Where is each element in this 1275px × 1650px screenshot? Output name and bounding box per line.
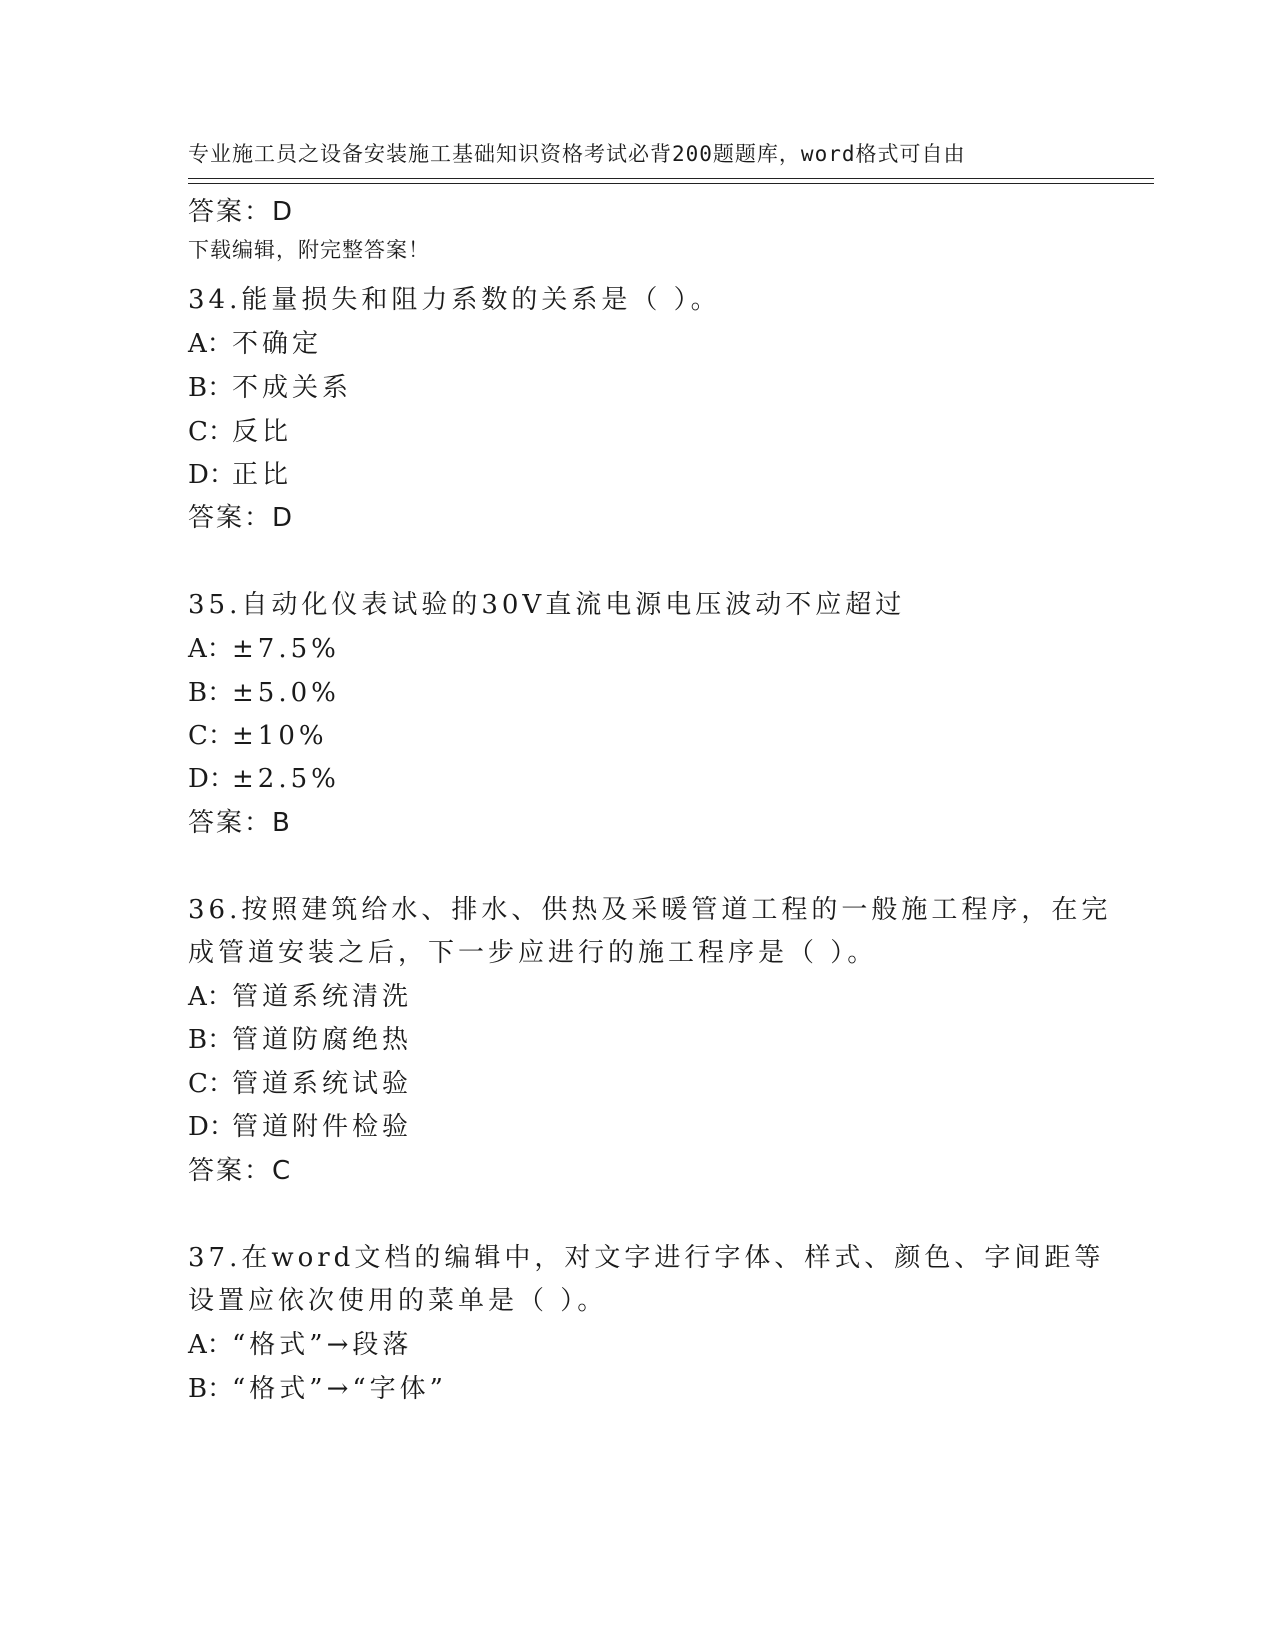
question-34-stem: 34.能量损失和阻力系数的关系是（ ）。 [188, 285, 721, 315]
question-34-answer: 答案：D [188, 503, 295, 533]
option-letter: D： [188, 764, 235, 794]
option-text: 管道系统试验 [232, 1069, 413, 1099]
question-36-answer: 答案：C [188, 1156, 293, 1186]
option-text: 管道附件检验 [232, 1112, 413, 1142]
question-37-option-a [188, 1323, 412, 1367]
question-36-option-d [188, 1105, 412, 1149]
option-letter: A： [188, 634, 233, 664]
question-34-option-d [188, 453, 292, 497]
option-text: ±10% [232, 721, 328, 751]
option-letter: C： [188, 721, 234, 751]
question-35-option-a [188, 627, 340, 671]
option-letter: D： [188, 1112, 235, 1142]
option-letter: B： [188, 373, 234, 403]
question-34-option-a [188, 322, 322, 366]
question-35-option-c [188, 714, 328, 758]
question-36-option-a [188, 975, 412, 1019]
option-letter: A： [188, 1330, 233, 1360]
header-divider-top [188, 178, 1154, 179]
question-37-stem-line-1: 37.在word文档的编辑中，对文字进行字体、样式、颜色、字间距等 [188, 1243, 1105, 1273]
question-34-option-b [188, 366, 352, 410]
option-text: 管道防腐绝热 [232, 1025, 413, 1055]
option-letter: A： [188, 329, 233, 359]
option-letter: A： [188, 982, 233, 1012]
option-text: 不确定 [232, 329, 323, 359]
header-line-2: 下载编辑，附完整答案！ [188, 238, 430, 262]
question-36-option-b [188, 1018, 412, 1062]
option-text: ±7.5% [232, 634, 340, 664]
option-text: “格式”→段落 [232, 1330, 413, 1360]
header-line-1: 专业施工员之设备安装施工基础知识资格考试必背200题题库，word格式可自由 [188, 142, 966, 166]
question-35-stem: 35.自动化仪表试验的30V直流电源电压波动不应超过 [188, 590, 906, 620]
option-text: ±2.5% [232, 764, 340, 794]
question-37-option-b [188, 1367, 447, 1411]
option-letter: B： [188, 678, 234, 708]
question-35-option-b [188, 671, 340, 715]
option-text: 反比 [232, 417, 293, 447]
question-36-stem-line-2: 成管道安装之后，下一步应进行的施工程序是（ ）。 [188, 938, 878, 968]
question-34-option-c [188, 410, 292, 454]
option-text: 不成关系 [232, 373, 353, 403]
option-text: 正比 [232, 460, 293, 490]
option-letter: B： [188, 1374, 234, 1404]
header-divider-bottom [188, 183, 1154, 184]
question-35-option-d [188, 757, 340, 801]
option-text: 管道系统清洗 [232, 982, 413, 1012]
option-letter: C： [188, 417, 234, 447]
option-letter: D： [188, 460, 235, 490]
question-36-stem-line-1: 36.按照建筑给水、排水、供热及采暖管道工程的一般施工程序，在完 [188, 895, 1112, 925]
option-letter: B： [188, 1025, 234, 1055]
option-letter: C： [188, 1069, 234, 1099]
question-35-answer: 答案：B [188, 808, 292, 838]
previous-answer: 答案：D [188, 197, 295, 227]
option-text: “格式”→“字体” [232, 1374, 447, 1404]
question-37-stem-line-2: 设置应依次使用的菜单是（ ）。 [188, 1286, 608, 1316]
option-text: ±5.0% [232, 678, 340, 708]
question-36-option-c [188, 1062, 412, 1106]
